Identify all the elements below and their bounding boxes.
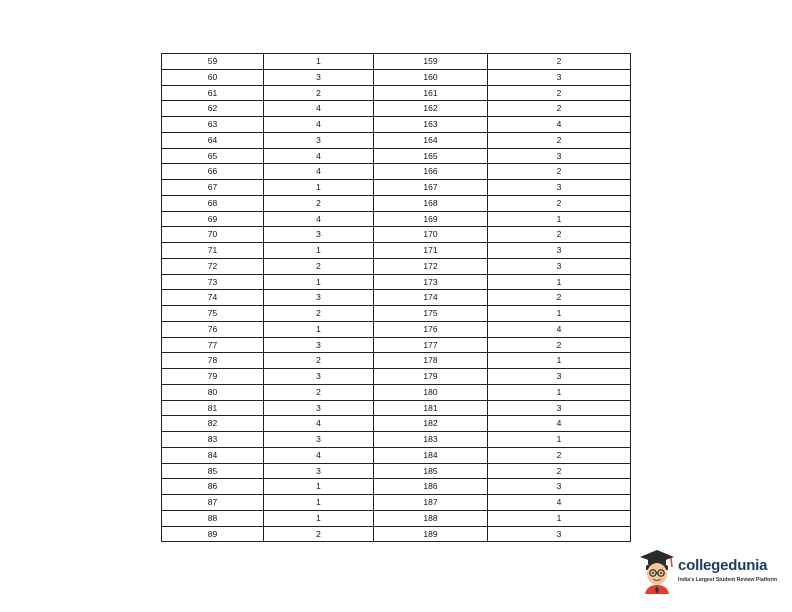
table-row: [162, 258, 631, 274]
question-number-cell: 185: [374, 463, 488, 479]
question-number-cell: 66: [162, 164, 264, 180]
answer-cell: 1: [488, 306, 631, 322]
answer-cell: 1: [264, 180, 374, 196]
table-row: [162, 211, 631, 227]
answer-cell: 3: [488, 400, 631, 416]
answer-cell: 1: [488, 211, 631, 227]
answer-cell: 3: [488, 258, 631, 274]
answer-cell: 2: [488, 101, 631, 117]
answer-cell: 1: [488, 274, 631, 290]
answer-cell: 2: [264, 353, 374, 369]
answer-cell: 1: [264, 54, 374, 70]
answer-key-table: [161, 53, 631, 542]
question-number-cell: 178: [374, 353, 488, 369]
table-row: [162, 463, 631, 479]
question-number-cell: 161: [374, 85, 488, 101]
question-number-cell: 60: [162, 69, 264, 85]
question-number-cell: 79: [162, 369, 264, 385]
question-number-cell: 165: [374, 148, 488, 164]
question-number-cell: 87: [162, 495, 264, 511]
table-row: [162, 369, 631, 385]
answer-cell: 4: [264, 117, 374, 133]
answer-cell: 4: [488, 495, 631, 511]
answer-cell: 2: [488, 85, 631, 101]
answer-cell: 4: [488, 321, 631, 337]
answer-cell: 1: [488, 384, 631, 400]
question-number-cell: 173: [374, 274, 488, 290]
answer-cell: 2: [264, 195, 374, 211]
answer-cell: 3: [264, 69, 374, 85]
answer-cell: 2: [488, 463, 631, 479]
answer-cell: 2: [264, 85, 374, 101]
answer-cell: 4: [488, 117, 631, 133]
question-number-cell: 86: [162, 479, 264, 495]
question-number-cell: 189: [374, 526, 488, 542]
answer-cell: 2: [264, 384, 374, 400]
answer-cell: 3: [488, 148, 631, 164]
table-row: [162, 148, 631, 164]
answer-cell: 3: [488, 180, 631, 196]
collegedunia-logo: [638, 548, 788, 598]
table-row: [162, 416, 631, 432]
answer-cell: 4: [264, 148, 374, 164]
question-number-cell: 81: [162, 400, 264, 416]
question-number-cell: 176: [374, 321, 488, 337]
answer-cell: 2: [264, 526, 374, 542]
question-number-cell: 181: [374, 400, 488, 416]
question-number-cell: 73: [162, 274, 264, 290]
answer-cell: 2: [488, 164, 631, 180]
question-number-cell: 68: [162, 195, 264, 211]
answer-cell: 2: [264, 258, 374, 274]
answer-cell: 3: [488, 369, 631, 385]
question-number-cell: 170: [374, 227, 488, 243]
question-number-cell: 175: [374, 306, 488, 322]
question-number-cell: 85: [162, 463, 264, 479]
table-row: [162, 526, 631, 542]
answer-cell: 2: [488, 290, 631, 306]
answer-cell: 4: [264, 416, 374, 432]
answer-cell: 3: [264, 132, 374, 148]
question-number-cell: 69: [162, 211, 264, 227]
answer-cell: 3: [264, 400, 374, 416]
question-number-cell: 182: [374, 416, 488, 432]
answer-cell: 1: [488, 510, 631, 526]
answer-cell: 1: [488, 432, 631, 448]
question-number-cell: 80: [162, 384, 264, 400]
question-number-cell: 84: [162, 447, 264, 463]
question-number-cell: 164: [374, 132, 488, 148]
answer-cell: 3: [264, 463, 374, 479]
logo-name: collegedunia: [678, 557, 768, 574]
question-number-cell: 172: [374, 258, 488, 274]
question-number-cell: 179: [374, 369, 488, 385]
table-row: [162, 117, 631, 133]
question-number-cell: 174: [374, 290, 488, 306]
table-row: [162, 274, 631, 290]
question-number-cell: 76: [162, 321, 264, 337]
question-number-cell: 187: [374, 495, 488, 511]
question-number-cell: 168: [374, 195, 488, 211]
question-number-cell: 82: [162, 416, 264, 432]
table-row: [162, 290, 631, 306]
question-number-cell: 177: [374, 337, 488, 353]
answer-cell: 4: [264, 164, 374, 180]
question-number-cell: 166: [374, 164, 488, 180]
table-row: [162, 69, 631, 85]
question-number-cell: 160: [374, 69, 488, 85]
question-number-cell: 167: [374, 180, 488, 196]
answer-cell: 3: [264, 432, 374, 448]
question-number-cell: 83: [162, 432, 264, 448]
table-row: [162, 132, 631, 148]
logo-tagline: India's Largest Student Review Platform: [678, 577, 777, 583]
answer-cell: 3: [488, 526, 631, 542]
question-number-cell: 171: [374, 243, 488, 259]
question-number-cell: 180: [374, 384, 488, 400]
answer-cell: 3: [264, 227, 374, 243]
table-row: [162, 353, 631, 369]
question-number-cell: 65: [162, 148, 264, 164]
question-number-cell: 62: [162, 101, 264, 117]
table-row: [162, 54, 631, 70]
answer-cell: 1: [264, 321, 374, 337]
answer-cell: 3: [488, 243, 631, 259]
question-number-cell: 162: [374, 101, 488, 117]
mascot-icon: [638, 548, 676, 594]
answer-cell: 1: [264, 243, 374, 259]
table-row: [162, 432, 631, 448]
table-row: [162, 400, 631, 416]
question-number-cell: 74: [162, 290, 264, 306]
answer-cell: 3: [264, 290, 374, 306]
table-row: [162, 85, 631, 101]
table-row: [162, 227, 631, 243]
answer-cell: 2: [488, 54, 631, 70]
answer-cell: 2: [488, 447, 631, 463]
answer-cell: 3: [264, 337, 374, 353]
answer-cell: 4: [264, 211, 374, 227]
question-number-cell: 75: [162, 306, 264, 322]
table-row: [162, 447, 631, 463]
answer-cell: 1: [488, 353, 631, 369]
question-number-cell: 88: [162, 510, 264, 526]
answer-cell: 1: [264, 274, 374, 290]
question-number-cell: 89: [162, 526, 264, 542]
table-row: [162, 384, 631, 400]
question-number-cell: 186: [374, 479, 488, 495]
question-number-cell: 64: [162, 132, 264, 148]
answer-cell: 4: [488, 416, 631, 432]
question-number-cell: 184: [374, 447, 488, 463]
answer-cell: 3: [488, 69, 631, 85]
answer-cell: 1: [264, 510, 374, 526]
question-number-cell: 59: [162, 54, 264, 70]
answer-cell: 3: [264, 369, 374, 385]
table-row: [162, 180, 631, 196]
question-number-cell: 72: [162, 258, 264, 274]
table-row: [162, 306, 631, 322]
table-row: [162, 510, 631, 526]
answer-cell: 1: [264, 479, 374, 495]
question-number-cell: 61: [162, 85, 264, 101]
question-number-cell: 67: [162, 180, 264, 196]
question-number-cell: 163: [374, 117, 488, 133]
table-row: [162, 101, 631, 117]
answer-cell: 4: [264, 447, 374, 463]
question-number-cell: 169: [374, 211, 488, 227]
answer-cell: 4: [264, 101, 374, 117]
table-row: [162, 195, 631, 211]
question-number-cell: 159: [374, 54, 488, 70]
question-number-cell: 183: [374, 432, 488, 448]
answer-cell: 2: [488, 227, 631, 243]
question-number-cell: 63: [162, 117, 264, 133]
answer-cell: 1: [264, 495, 374, 511]
table-row: [162, 337, 631, 353]
question-number-cell: 70: [162, 227, 264, 243]
answer-cell: 2: [264, 306, 374, 322]
answer-key-rows: [162, 54, 631, 542]
question-number-cell: 78: [162, 353, 264, 369]
question-number-cell: 188: [374, 510, 488, 526]
table-row: [162, 164, 631, 180]
answer-cell: 2: [488, 195, 631, 211]
table-row: [162, 495, 631, 511]
table-row: [162, 479, 631, 495]
table-row: [162, 243, 631, 259]
question-number-cell: 71: [162, 243, 264, 259]
answer-cell: 2: [488, 132, 631, 148]
question-number-cell: 77: [162, 337, 264, 353]
answer-cell: 2: [488, 337, 631, 353]
table-row: [162, 321, 631, 337]
answer-cell: 3: [488, 479, 631, 495]
